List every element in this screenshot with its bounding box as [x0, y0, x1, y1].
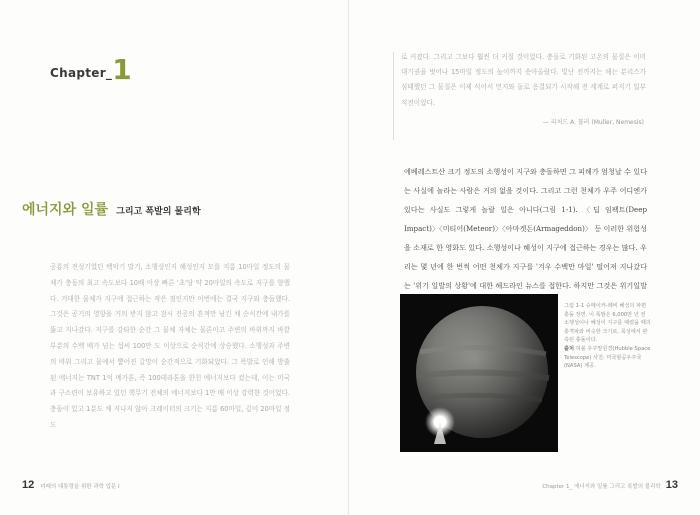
left-page-number: 12	[22, 479, 35, 491]
right-body-text	[404, 162, 647, 314]
right-paragraph: 에베레스트산 크기 정도의 소행성이 지구와 충돌하면 그 피해가 엄청날 수 있다는 사실에 놀라는 사람은 거의 없을 것이다. 그리고 그런 천체가 우주 어디엔가 있다는 사실도 그렇게 놀랄 일은 아니다(그림 1-1). 〈딥 임팩트(Deep Impact)〉〈미티어(Meteor)〉〈아마겟돈(Armageddon)〉 등 이러한 위험성을 소재로 한 영화도 있다. 소행성이나 혜성이 지구에 접근하는 경우는 많다. 우리는 몇 년에 한 번씩 어떤 천체가 지구를 '겨우 수백만 마일' 떨어져 지나갔다는 '위기 일발의 상황'에 대한 헤드라인 뉴스를 접한다. 하지만 그것은 위기일발	[404, 167, 647, 290]
right-footer	[542, 479, 678, 491]
caption-credit	[564, 345, 652, 371]
caption-credit-text: 허블 우주망원경(Hubble Space Telescope) 사진. 미국항공우주국(NASA) 제공.	[564, 345, 651, 370]
caption-text: 그림 1-1 슈메이커-레비 혜성의 파편 충돌 장면. 이 폭발은 6,000만 년 전 소행성이나 혜성이 지구를 때렸을 때의 충격파와 비슷한 크기로, 목성에서 관측된 충돌이다.	[564, 303, 651, 344]
left-body-text	[50, 260, 290, 434]
quote-text: 로 커졌다. 그리고 그보다 훨씬 더 커질 것이었다. 충돌로 기화된 고온의 물질은 이미 대기권을 벗어나 15마일 정도의 높이까지 솟아올랐다. 빛난 전까지는 해는 분리스가 심태했던 그 물질은 이제 식어서 먼지와 돌로 응결되기 시작해 전 세계로 퍼지기 일부 직전이었다.	[401, 53, 646, 107]
left-paragraph: 공룡의 전성기였던 백악기 말기, 소행성인지 혜성인지 모를 지름 10마일 정도의 물체가 충돌의 최고 속도보다 10배 이상 빠른 '초'당 약 20마일의 속도로 지구를 향했다. 거대한 물체가 지구에 접근하는 작은 점인지만 이번에는 결국 지구와 충돌했다. 그것은 공기의 영향을 거의 받지 않고 잠시 진공의 흔적만 남긴 채 순식간에 내가를 뚫고 지나갔다. 지구를 강타한 순간 그 물체 자체는 물론이고 주변의 바위까지 바깥 부분의 수백 배가 넘는 섭씨 100만 도 이상으로 순식간에 상승했다. 소행성과 주변의 바위 그리고 물에서 뿜어진 갈망이 순간적으로 기화되었다. 그 폭발로 인해 방출된 에너지는 TNT 1억 메가톤, 즉 100테라톤을 한친 에너지보다 컸는데, 이는 미국과 구소련이 보유하고 있던 핵무기 전체의 에너지보다 1만 배 이상 강력한 것이었다. 충돌이 있고 1분도 채 지나지 않아 크레이터의 크기는 지름 60마일, 깊이 20마일 정도	[50, 263, 290, 429]
section-title-sub: 그리고 폭발의 물리학	[116, 207, 201, 217]
epigraph-quote	[401, 50, 646, 130]
planet-impact-photo	[400, 294, 558, 452]
chapter-number: 1	[112, 53, 132, 86]
caption-credit-label: 출처	[564, 345, 575, 352]
left-page	[0, 0, 349, 515]
left-running-title: 미래의 대통령을 위한 과학 입문 I	[40, 484, 120, 490]
right-page-number: 13	[665, 479, 678, 491]
right-page	[349, 0, 700, 515]
chapter-word: Chapter_	[50, 66, 113, 80]
quote-attribution: — 리처드 A. 뮬러 (Muller, Nemesis)	[542, 118, 644, 126]
right-running-title: Chapter 1_ 에너지와 일률 그리고 폭발의 물리학	[542, 484, 661, 490]
chapter-heading	[50, 53, 132, 86]
figure-caption	[564, 302, 652, 371]
section-title-main: 에너지와 일률	[22, 202, 109, 218]
left-footer	[22, 479, 120, 491]
section-title	[22, 199, 201, 219]
quote-rule	[393, 52, 394, 140]
planet-impact-image	[400, 294, 558, 452]
